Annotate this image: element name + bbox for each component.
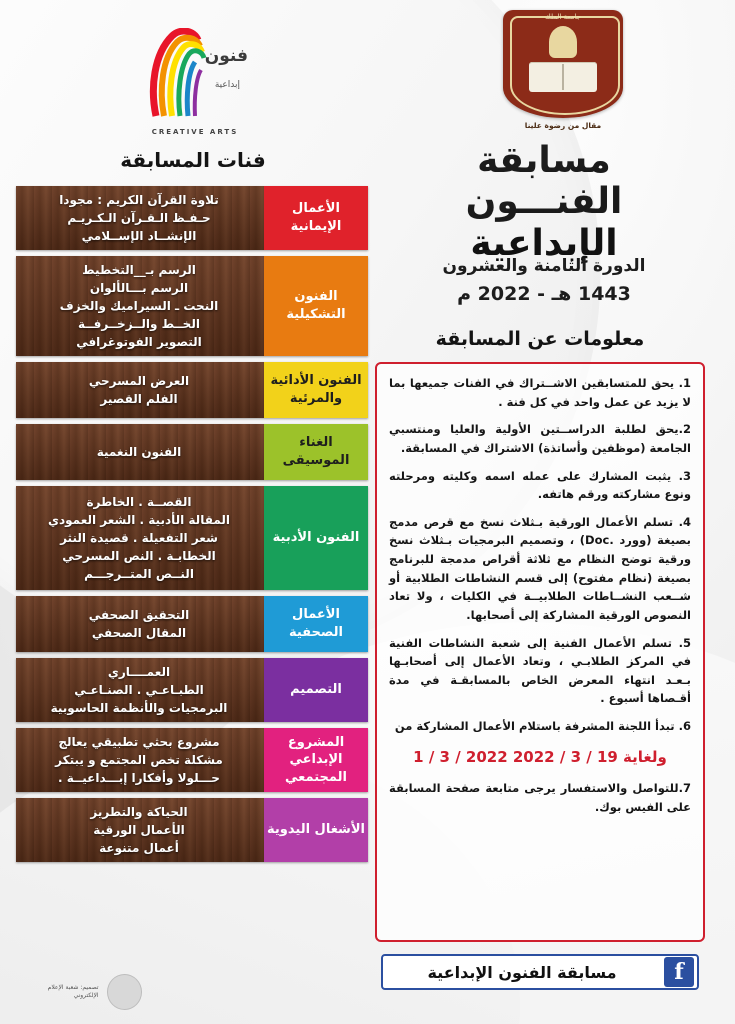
category-item: التحقيق الصحفي <box>88 608 190 622</box>
category-row <box>16 486 368 590</box>
category-row <box>16 658 368 722</box>
info-paragraph-5: 5. تسلم الأعمال الفنية إلى شعبة النشاطات الفنية في المركز الطلابـي ، وتعاد الأعمال إلى أصحابـها بـعـد انتهاء المعرض الخاص بالمسابقـة في مدة أقـصاها أسبوع . <box>389 635 691 706</box>
category-name: الأعمال الصحفية <box>264 596 368 652</box>
emblem-top-text: جامعة الملك <box>545 13 581 21</box>
emblem-dome-icon <box>549 26 577 58</box>
info-paragraph-2: 2.يحق لطلبة الدراســتين الأولية والعليا ومنتسبي الجامعة (موظفين وأساتذة) الاشتراك في المسابقة. <box>389 422 691 455</box>
category-item: البرمجيات والأنظمة الحاسوبية <box>50 701 228 715</box>
category-item: النحت ـ السيراميك والخزف <box>59 299 219 313</box>
emblem-book-icon <box>529 62 597 92</box>
category-name: الأعمال الإيمانية <box>264 186 368 250</box>
info-paragraph-4: 4. تسلم الأعمال الورقية بـثلاث نسخ مع قرص مدمج بصيغة (وورد .Doc) ، وتصميم البرمجيات بـثلاث نسخ ورقية توضح النظام مع ثلاثة أقراص مدمجة للبرنامج بصيغة (نظام مفتوح) إلى قسم النشاطات الطلابية أو شــعب النشــاطات الطلابيــة في الكليات ، ولا تعاد النصوص الورقية المشاركة إلى أصحابها. <box>389 514 691 622</box>
swirl-icon <box>146 28 208 120</box>
edition-year: 1443 هـ - 2022 م <box>457 283 631 305</box>
category-items <box>16 658 264 722</box>
footer-logo-icon <box>107 974 142 1010</box>
category-row <box>16 424 368 480</box>
info-paragraph-1: 1. يحق للمتسابقين الاشــتراك في الفنات جميعها بما لا يزيد عن عمل واحد في كل فنة . <box>389 376 691 409</box>
facebook-bar[interactable] <box>381 954 699 990</box>
submission-dates: 1 / 3 / 2022 ولغاية 19 / 3 / 2022 <box>413 747 667 766</box>
category-items <box>16 362 264 418</box>
category-item: الإنشــاد الإســلامي <box>81 229 197 243</box>
category-items <box>16 596 264 652</box>
category-item: الأعمال الورقية <box>93 823 185 837</box>
category-item: التصوير الفوتوغرافي <box>76 335 202 349</box>
university-emblem <box>503 10 623 130</box>
category-name: الفنون التشكيلية <box>264 256 368 356</box>
category-name: التصميم <box>264 658 368 722</box>
category-row <box>16 186 368 250</box>
category-items <box>16 798 264 862</box>
category-name: الأشغال اليدوية <box>264 798 368 862</box>
info-paragraph-7: 7.للتواصل والاستفسار يرجى متابعة صفحة المسابقة على الفيس بوك. <box>389 780 691 814</box>
category-item: أعمال متنوعة <box>99 841 179 855</box>
title-line-3: الإبداعية <box>470 222 618 264</box>
category-item: الخطابـة . النص المسرحي <box>62 549 216 563</box>
creative-arts-logo <box>140 22 250 140</box>
category-item: مشكلة تخص المجتمع و يبتكر <box>55 753 223 767</box>
category-name: المشروع الإبداعي المجتمعي <box>264 728 368 792</box>
category-row <box>16 728 368 792</box>
logo-arabic-sub: إبداعية <box>214 80 240 90</box>
categories-list <box>16 186 368 868</box>
category-item: الرسم بـ__التخطيط <box>82 263 196 277</box>
category-items <box>16 424 264 480</box>
title-line-1: مسابقة <box>477 140 611 181</box>
category-name: الفنون الأدبية <box>264 486 368 590</box>
category-name: الفنون الأدائية والمرئية <box>264 362 368 418</box>
info-box <box>375 362 705 942</box>
logo-arabic-word: فنون <box>204 46 248 66</box>
category-item: الرسم بـــالألوان <box>89 281 189 295</box>
category-item: النــص المتــرجـــم <box>84 567 194 581</box>
category-item: تلاوة القرآن الكريم : مجودا <box>59 193 219 207</box>
title-line-2: الفنـــون <box>465 181 623 223</box>
edition-label: الدورة الثامنة والعشرون <box>442 256 646 276</box>
facebook-icon[interactable]: f <box>664 957 694 987</box>
category-items <box>16 256 264 356</box>
category-item: الحياكة والتطريز <box>90 805 188 819</box>
category-item: مشروع بحثي تطبيقي يعالج <box>58 735 220 749</box>
logo-english-word: CREATIVE ARTS <box>151 128 239 136</box>
category-row <box>16 596 368 652</box>
category-items <box>16 728 264 792</box>
category-row <box>16 256 368 356</box>
footer-logos <box>22 972 142 1012</box>
category-item: الطبـاعـي . الصنـاعـي <box>74 683 204 697</box>
edition-text <box>389 256 699 305</box>
category-item: الخــط والــزخــرفــة <box>78 317 200 331</box>
category-items <box>16 486 264 590</box>
info-paragraph-3: 3. يثبت المشارك على عمله اسمه وكليته ومرحلته ونوع مشاركته ورقم هاتفه. <box>389 468 691 502</box>
emblem-bottom-text: مقال من رضوة علينا <box>524 121 602 130</box>
footer-note: تصميم: شعبة الإعلام الإلكتروني <box>47 984 99 999</box>
category-row <box>16 798 368 862</box>
page-title <box>389 140 699 264</box>
facebook-page-name: مسابقة الفنون الإبداعية <box>427 962 617 982</box>
category-item: العمــــاري <box>107 665 171 679</box>
category-row <box>16 362 368 418</box>
category-item: شعر التفعيلة . قصيدة النثر <box>60 531 218 545</box>
category-item: المقالة الأدبية . الشعر العمودي <box>47 513 230 527</box>
categories-title: فنات المسابقة <box>120 148 266 172</box>
info-paragraph-6: 6. تبدأ اللجنة المشرفة باستلام الأعمال المشاركة من <box>394 719 691 733</box>
category-name: الغناء الموسيقى <box>264 424 368 480</box>
category-item: القصــة . الخاطرة <box>86 495 192 509</box>
category-item: حـفـظ الـقـرآن الـكـريـم <box>67 211 211 225</box>
category-item: حـــلولا وأفكارا إبـــداعيــة . <box>58 771 220 785</box>
category-items <box>16 186 264 250</box>
category-item: العرض المسرحي <box>88 374 190 388</box>
category-item: الفنون النغمية <box>96 445 182 459</box>
category-item: الفلم القصير <box>100 392 178 406</box>
info-heading: معلومات عن المسابقة <box>435 328 645 350</box>
category-item: المقال الصحفي <box>91 626 187 640</box>
